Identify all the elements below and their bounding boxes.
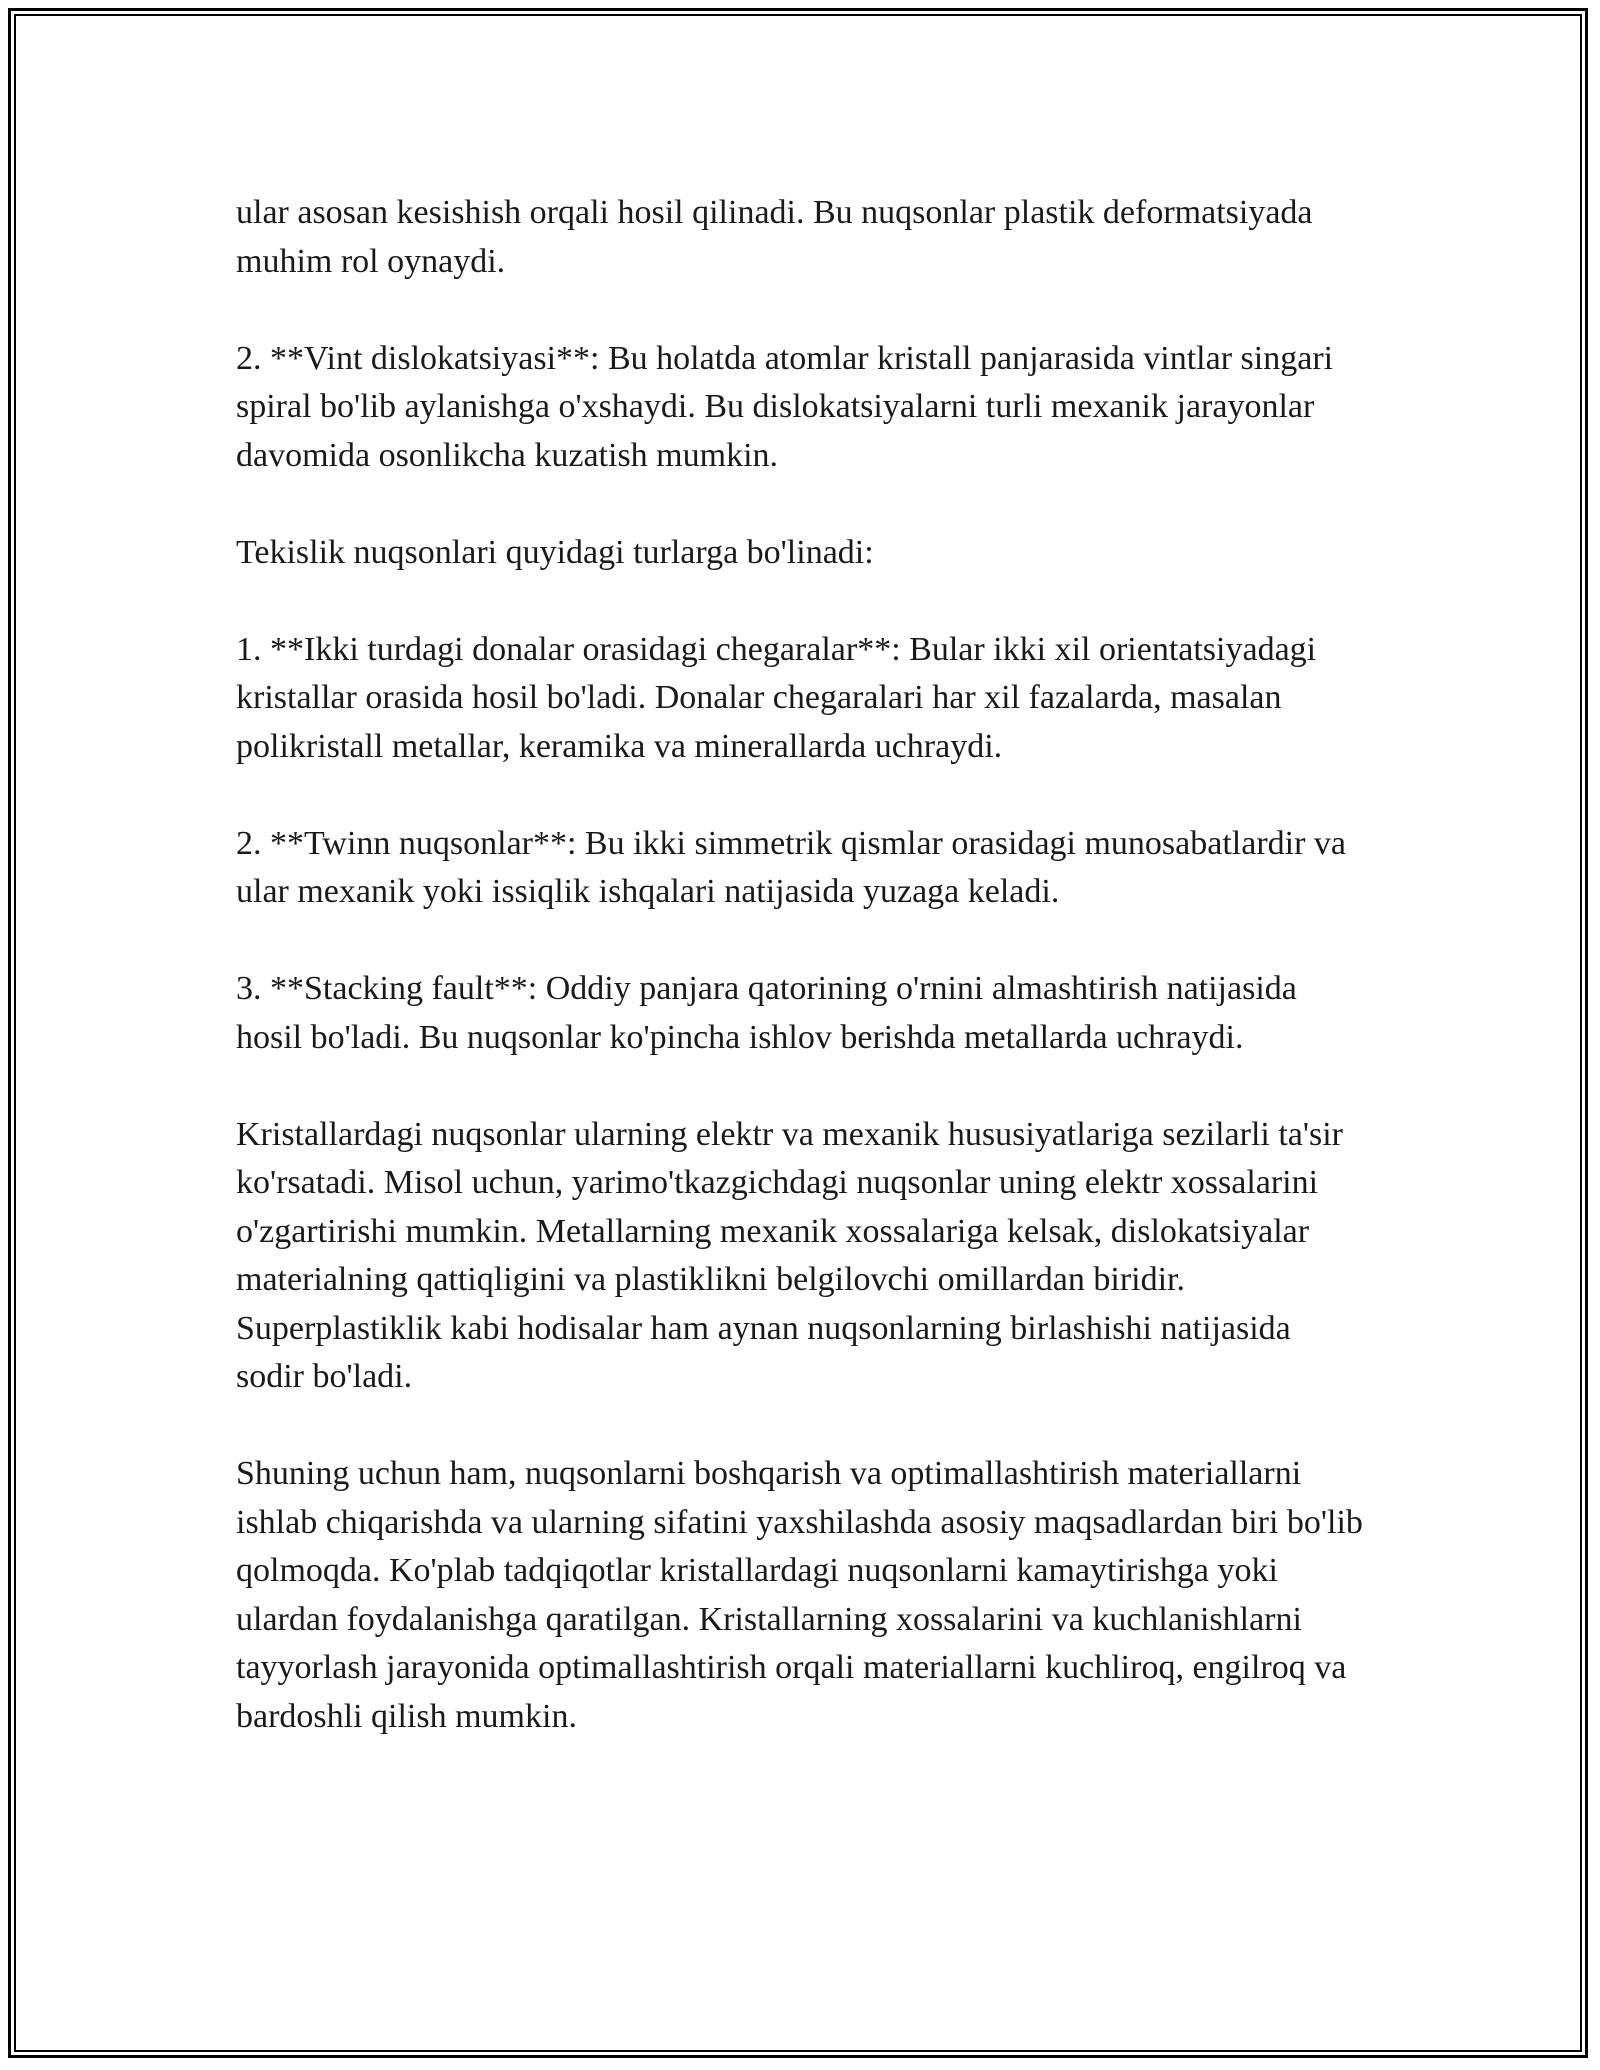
paragraph-defect-properties: Kristallardagi nuqsonlar ularning elektr va mexanik hususiyatlariga sezilarli ta'sir ko'rsatadi. Misol uchun, yarimo'tkazgichdagi nuqsonlar uning elektr xossalarini o'zgartirishi mumkin. Metallarning mexanik xossalariga kelsak, dislokatsiyalar materialning qattiqligini va plastiklikni belgilovchi omillardan biridir. Superplastiklik kabi hodisalar ham aynan nuqsonlarning birlashishi natijasida sodir bo'ladi. [236,1115,1344,1395]
paragraph-defect-control: Shuning uchun ham, nuqsonlarni boshqarish va optimallashtirish materiallarni ishlab chiqarishda va ularning sifatini yaxshilashda asosiy maqsadlardan biri bo'lib qolmoqda. Ko'plab tadqiqotlar kristallardagi nuqsonlarni kamaytirishga yoki ulardan foydalanishga qaratilgan. Kristallarning xossalarini va kuchlanishlarni tayyorlash jarayonida optimallashtirish orqali materiallarni kuchliroq, engilroq va bardoshli qilish mumkin. [236,1455,1363,1735]
document-body [236,189,1366,1741]
paragraph-grain-boundaries: 1. **Ikki turdagi donalar orasidagi chegaralar**: Bular ikki xil orientatsiyadagi kristallar orasida hosil bo'ladi. Donalar chegaralari har xil fazalarda, masalan polikristall metallar, keramika va minerallarda uchraydi. [236,630,1317,765]
paragraph-plastic-deformation: ular asosan kesishish orqali hosil qilinadi. Bu nuqsonlar plastik deformatsiyada muhim rol oynaydi. [236,194,1313,280]
paragraph-planar-defects-intro: Tekislik nuqsonlari quyidagi turlarga bo'linadi: [236,533,874,571]
paragraph-twin-defects: 2. **Twinn nuqsonlar**: Bu ikki simmetrik qismlar orasidagi munosabatlardir va ular mexanik yoki issiqlik ishqalari natijasida yuzaga keladi. [236,824,1347,910]
paragraph-screw-dislocation: 2. **Vint dislokatsiyasi**: Bu holatda atomlar kristall panjarasida vintlar singari spiral bo'lib aylanishga o'xshaydi. Bu dislokatsiyalarni turli mexanik jarayonlar davomida osonlikcha kuzatish mumkin. [236,339,1334,474]
paragraph-stacking-fault: 3. **Stacking fault**: Oddiy panjara qatorining o'rnini almashtirish natijasida hosil bo'ladi. Bu nuqsonlar ko'pincha ishlov berishda metallarda uchraydi. [236,970,1297,1056]
